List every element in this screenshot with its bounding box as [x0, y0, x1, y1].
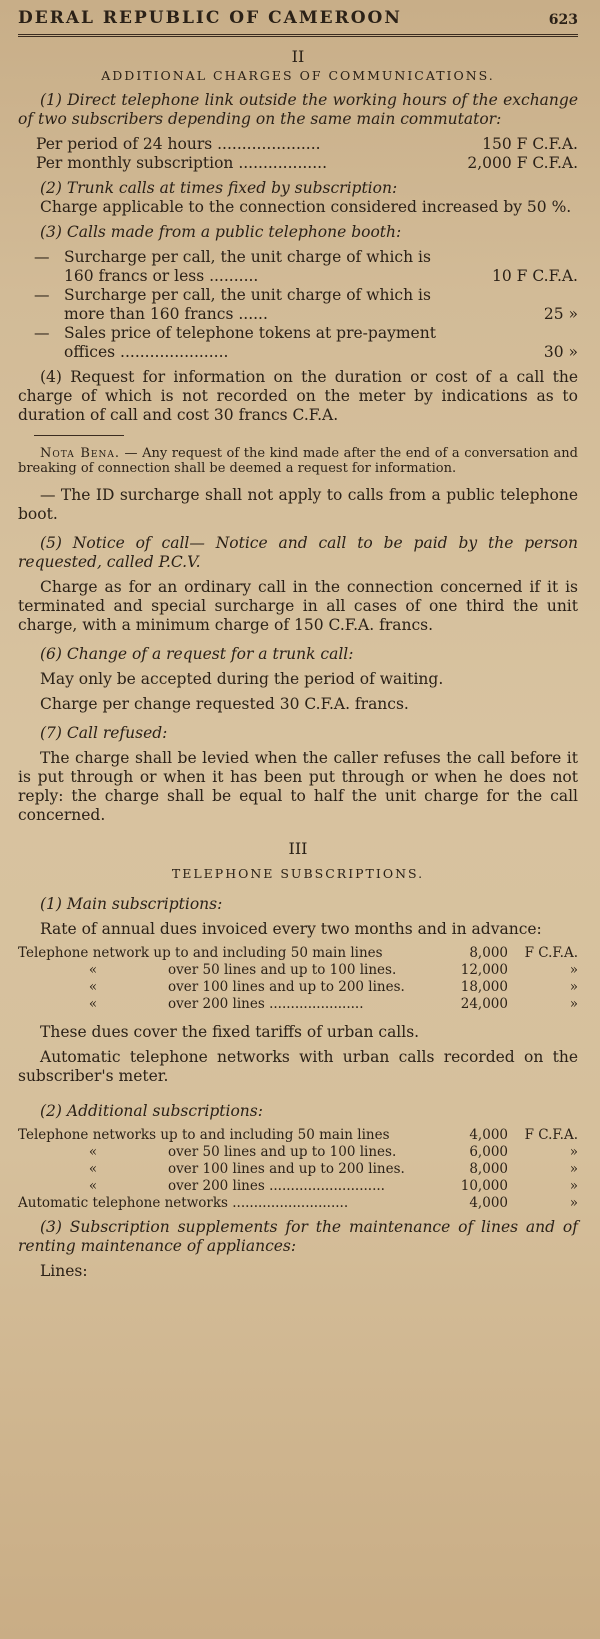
running-header — [18, 0, 578, 28]
dues-row: « over 100 lines and up to 200 lines. 18,000 » — [88, 979, 578, 995]
item-text: — The ID surcharge shall not apply to calls from a public telephone boot. — [18, 486, 578, 523]
dues-row: « over 200 lines ...................... 24,000 » — [88, 996, 578, 1012]
item-heading: (2) Additional subscriptions: — [40, 1102, 263, 1120]
nota-bena-text: — Any request of the kind made after the end of a conversation and breaking of connection shall be deemed a request for information. — [18, 446, 578, 476]
section-title: ADDITIONAL CHARGES OF COMMUNICATIONS. — [101, 68, 495, 83]
dues-row: « over 100 lines and up to 200 lines. 8,000 » — [88, 1161, 578, 1177]
charge-row: Per period of 24 hours ..................... 150 F C.F.A. — [36, 135, 578, 153]
item-text: Charge as for an ordinary call in the connection concerned if it is terminated and special surcharge in all cases of one third the unit charge, with a minimum charge of 150 C.F.A. francs. — [18, 578, 578, 634]
lines-label: Lines: — [40, 1262, 88, 1280]
item-heading: (5) Notice of call— Notice and call to be paid by the person requested, called P.C.V. — [18, 534, 578, 571]
nota-bena — [18, 446, 578, 476]
dues-row: « over 50 lines and up to 100 lines. 6,000 » — [88, 1144, 578, 1160]
dues-row: « over 50 lines and up to 100 lines. 12,000 » — [88, 962, 578, 978]
section-number: III — [288, 839, 308, 858]
section-title: TELEPHONE SUBSCRIPTIONS. — [171, 866, 425, 881]
booth-charge-row: — Sales price of telephone tokens at pre-payment offices ...................... 30 » — [34, 324, 578, 361]
item-heading: (3) Subscription supplements for the maintenance of lines and of renting maintenance of appliances: — [18, 1218, 578, 1255]
item-text: Automatic telephone networks with urban calls recorded on the subscriber's meter. — [18, 1048, 578, 1085]
booth-charge-row: — Surcharge per call, the unit charge of which is 160 francs or less .......... 10 F C.F.A. — [34, 248, 578, 285]
item-text: May only be accepted during the period of waiting. — [40, 670, 444, 688]
item-text: (4) Request for information on the duration or cost of a call the charge of which is not recorded on the meter by indications as to duration of call and cost 30 francs C.F.A. — [18, 368, 578, 424]
dues-row: Telephone network up to and including 50 main lines 8,000 F C.F.A. — [18, 945, 578, 961]
item-text: The charge shall be levied when the caller refuses the call before it is put through or when it has been put through or when he does not reply: the charge shall be equal to half the unit charge for the call concerned. — [18, 749, 578, 824]
item-text: Rate of annual dues invoiced every two months and in advance: — [40, 920, 542, 938]
charge-row: Per monthly subscription .................. 2,000 F C.F.A. — [36, 154, 578, 172]
item-heading: (2) Trunk calls at times fixed by subscription: — [40, 179, 398, 197]
item-text: Charge per change requested 30 C.F.A. francs. — [40, 695, 409, 713]
header-title: DERAL REPUBLIC OF CAMEROON — [18, 8, 402, 28]
page-number: 623 — [548, 12, 578, 28]
item-heading: (7) Call refused: — [40, 724, 168, 742]
item-text: These dues cover the fixed tariffs of urban calls. — [40, 1023, 420, 1041]
item-heading: (3) Calls made from a public telephone booth: — [40, 223, 402, 241]
nota-bena-label: Nota Bena. — [40, 446, 120, 461]
dues-row: « over 200 lines ........................... 10,000 » — [88, 1178, 578, 1194]
item-heading: (6) Change of a request for a trunk call: — [40, 645, 354, 663]
section-number: II — [291, 47, 305, 66]
dues-row: Automatic telephone networks ........................... 4,000 » — [18, 1195, 578, 1211]
item-text: Charge applicable to the connection considered increased by 50 %. — [40, 198, 572, 216]
booth-charge-row: — Surcharge per call, the unit charge of which is more than 160 francs ...... 25 » — [34, 286, 578, 323]
dues-row: Telephone networks up to and including 50 main lines 4,000 F C.F.A. — [18, 1127, 578, 1143]
footnote-rule — [34, 435, 124, 436]
item-heading: (1) Main subscriptions: — [40, 895, 223, 913]
item-heading: (1) Direct telephone link outside the working hours of the exchange of two subscribers depending on the same main commutator: — [18, 91, 578, 128]
header-rule — [18, 34, 578, 37]
